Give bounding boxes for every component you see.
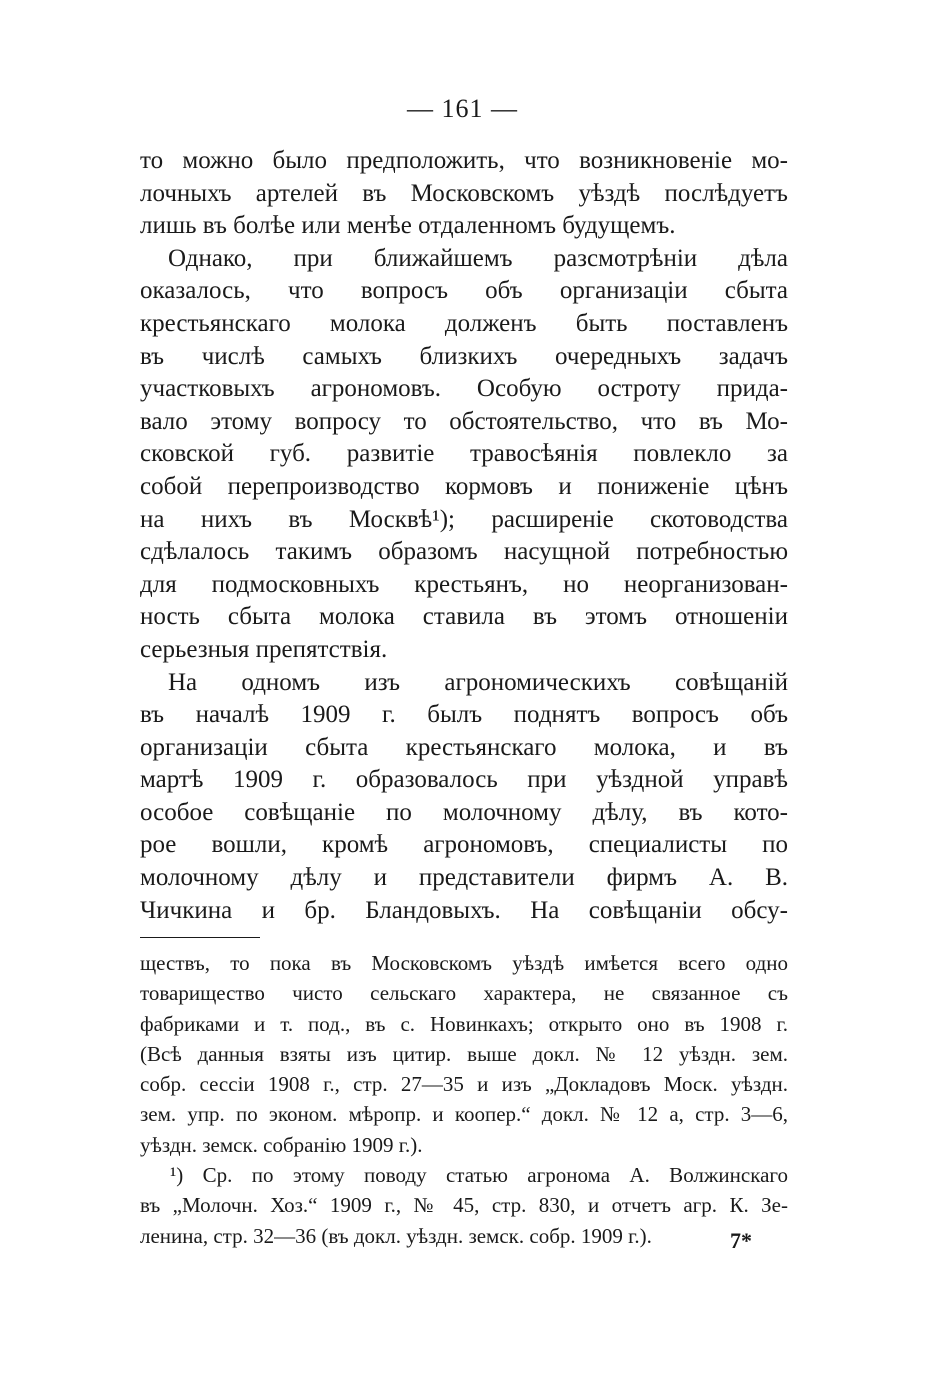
text-line: На одномъ изъ агрономическихъ совѣщаній [168,668,788,696]
text-line: крестьянскаго молока долженъ быть поставленъ [140,309,788,337]
text-line: лишь въ болѣе или менѣе отдаленномъ будущемъ. [140,212,676,240]
footnote-line: ¹) Ср. по этому поводу статью агронома А. Волжинскаго [170,1163,788,1188]
footnote-line: уѣздн. земск. собранію 1909 г.). [140,1132,423,1157]
footnote-line: товарищество чисто сельскаго характера, не связанное съ [140,981,788,1006]
text-line: оказалось, что вопросъ объ организаціи сбыта [140,277,788,305]
text-line: мартѣ 1909 г. образовалось при уѣздной управѣ [140,766,788,794]
text-line: Однако, при ближайшемъ разсмотрѣніи дѣла [168,244,788,272]
text-line: то можно было предположить, что возникновеніе мо- [140,147,788,174]
text-line: молочному дѣлу и представители фирмъ А. В. [140,864,788,892]
text-line: на нихъ въ Москвѣ¹); расширеніе скотоводства [140,505,788,533]
text-line: организаціи сбыта крестьянскаго молока, и въ [140,733,788,761]
footnote-line: ществъ, то пока въ Московскомъ уѣздѣ имѣется всего одно [140,951,788,975]
text-line: лочныхъ артелей въ Московскомъ уѣздѣ послѣдуетъ [140,179,788,207]
text-line: вало этому вопросу то обстоятельство, что въ Мо- [140,407,788,435]
footnote-line: въ „Молочн. Хоз.“ 1909 г., № 45, стр. 830, и отчетъ агр. К. Зе- [140,1193,788,1218]
page-number: — 161 — [407,94,518,123]
text-line: рое вошли, кромѣ агрономовъ, специалисты по [140,831,788,859]
text-line: ность сбыта молока ставила въ этомъ отношеніи [140,603,788,631]
footnote-line: собр. сессіи 1908 г., стр. 27—35 и изъ „Докладовъ Моск. уѣздн. [140,1072,788,1097]
signature-mark: 7* [730,1228,752,1253]
footnote-divider [140,937,260,938]
text-line: особое совѣщаніе по молочному дѣлу, въ кото- [140,798,788,826]
footnote-line: (Всѣ данныя взяты изъ цитир. выше докл. № 12 уѣздн. зем. [140,1041,788,1066]
text-line: собой перепроизводство кормовъ и пониженіе цѣнъ [140,472,788,500]
text-line: серьезныя препятствія. [140,635,388,663]
text-line: въ числѣ самыхъ близкихъ очередныхъ задачъ [140,342,788,370]
text-line: сковской губ. развитіе травосѣянія повлекло за [140,440,788,468]
footnotes-block [140,948,788,1251]
main-text-block [140,145,788,927]
text-line: для подмосковныхъ крестьянъ, но неорганизован- [140,570,788,598]
footnote-line: зем. упр. по эконом. мѣропр. и коопер.“ докл. № 12 а, стр. 3—6, [140,1102,788,1127]
text-line: сдѣлалось такимъ образомъ насущной потребностью [140,538,788,566]
text-line: участковыхъ агрономовъ. Особую остроту прида- [140,375,788,403]
text-line: въ началѣ 1909 г. былъ поднятъ вопросъ объ [140,701,788,729]
footnote-line: фабриками и т. под., въ с. Новинкахъ; открыто оно въ 1908 г. [140,1011,788,1036]
footnote-line: ленина, стр. 32—36 (въ докл. уѣздн. земск. собр. 1909 г.). [140,1223,652,1248]
text-line: Чичкина и бр. Бландовыхъ. На совѣщаніи обсу- [140,896,788,924]
